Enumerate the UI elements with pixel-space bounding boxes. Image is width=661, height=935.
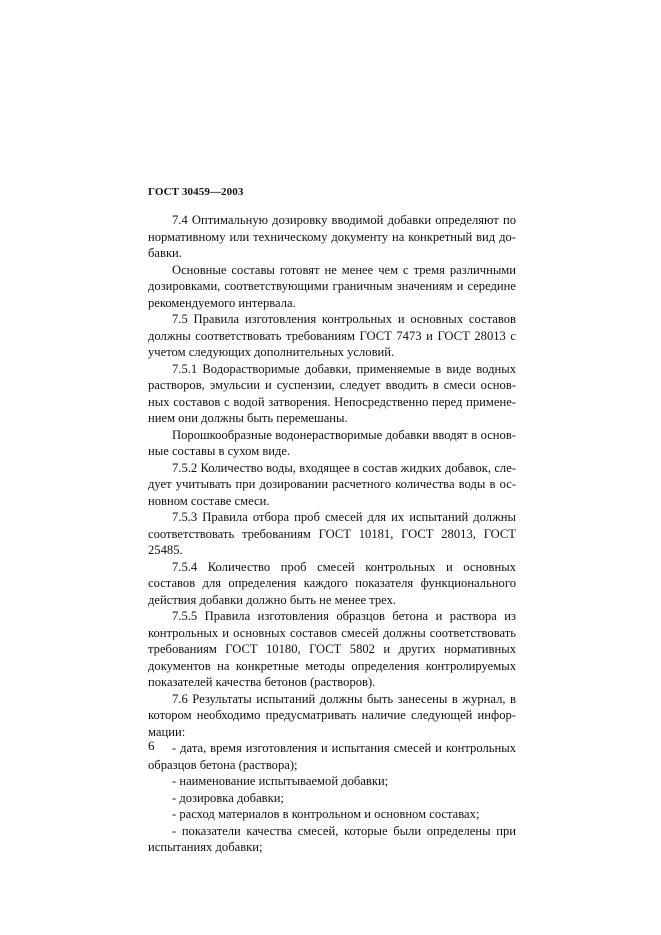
- list-item-material-consumption: - расход материалов в контрольном и основном составах;: [172, 807, 480, 821]
- paragraph-powder-additives: Порошкообразные водонерастворимые добавки вводят в основные составы в сухом виде.: [148, 427, 516, 458]
- list-item-dosage: - дозировка добавки;: [172, 790, 284, 805]
- list-item-quality-indicators: - показатели качества смесей, которые были определены при испытаниях добавки;: [148, 823, 516, 854]
- paragraph-7-5: 7.5 Правила изготовления контрольных и основных составов должны соответствовать требованиям ГОСТ 7473 и ГОСТ 28013 с учетом следующих дополнительных условий.: [148, 312, 516, 359]
- paragraph-7-4: 7.4 Оптимальную дозировку вводимой добавки определяют по нормативному или техническому документу на конкретный вид добавки.: [148, 213, 516, 260]
- paragraph-7-5-3: 7.5.3 Правила отбора проб смесей для их испытаний должны соответствовать требованиям ГОСТ 10181, ГОСТ 28013, ГОСТ 25485.: [148, 510, 516, 557]
- page-number: 6: [148, 738, 155, 753]
- paragraph-7-5-5: 7.5.5 Правила изготовления образцов бетона и раствора из контрольных и основных составов смесей должны соответствовать требованиям ГОСТ 10180, ГОСТ 5802 и других нормативных документов на конкретные методы определения контролируемых показателей качества бетонов (растворов).: [148, 609, 516, 689]
- list-item-date-time: - дата, время изготовления и испытания смесей и контрольных образцов бетона (раствора);: [148, 741, 516, 772]
- paragraph-7-6: 7.6 Результаты испытаний должны быть занесены в журнал, в котором необходимо предусматривать наличие следующей информации:: [148, 691, 516, 739]
- paragraph-7-5-2: 7.5.2 Количество воды, входящее в состав жидких добавок, следует учитывать при дозировании расчетного количества воды в основном составе смеси.: [148, 460, 516, 508]
- document-header: ГОСТ 30459—2003: [148, 186, 244, 198]
- paragraph-7-5-1: 7.5.1 Водорастворимые добавки, применяемые в виде водных растворов, эмульсии и суспензии, следует вводить в смеси основных составов с водой затворения. Непосредственно перед применением они должны быть перемешаны.: [148, 361, 516, 425]
- list-item-additive-name: - наименование испытываемой добавки;: [172, 774, 389, 788]
- paragraph-7-5-4: 7.5.4 Количество проб смесей контрольных и основных составов для определения каждого показателя функционального действия добавки должно быть не менее трех.: [148, 559, 516, 607]
- document-body: [148, 212, 516, 856]
- paragraph-main-compositions: Основные составы готовят не менее чем с тремя различными дозировками, соответствующими граничным значениям и середине рекомендуемого интервала.: [148, 262, 516, 310]
